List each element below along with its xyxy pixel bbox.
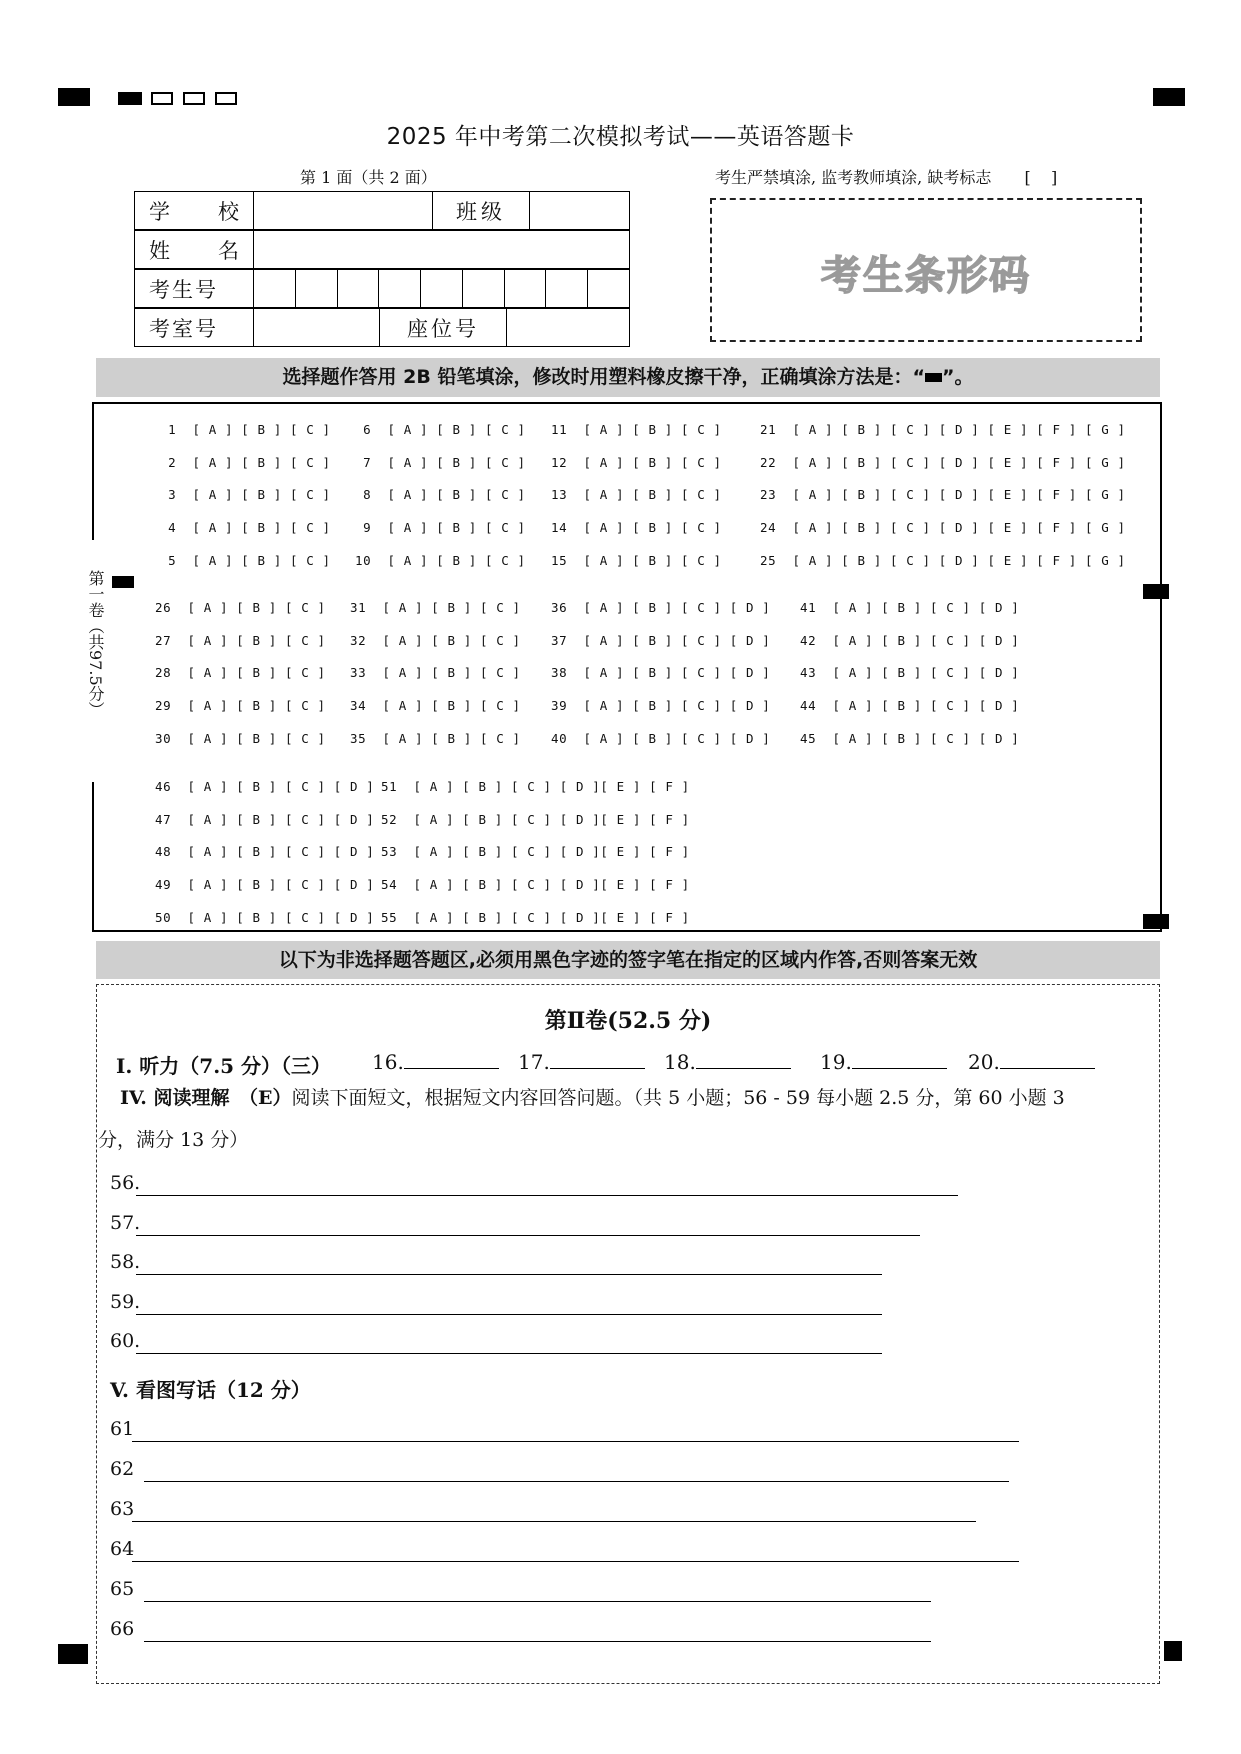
answer-line[interactable] xyxy=(550,1068,645,1069)
reading-answer-line[interactable] xyxy=(136,1353,882,1354)
mc-question-34[interactable]: 34 [ A ] [ B ] [ C ] xyxy=(350,698,521,714)
listening-number: 19. xyxy=(820,1050,852,1074)
reading-number: 59. xyxy=(110,1290,141,1313)
part2-title: 第Ⅱ卷(52.5 分) xyxy=(544,1008,712,1034)
listening-number: 17. xyxy=(518,1050,550,1074)
exam-no-label: 考生号 xyxy=(135,270,254,308)
mc-question-32[interactable]: 32 [ A ] [ B ] [ C ] xyxy=(350,632,521,648)
exam-no-row xyxy=(134,269,630,308)
reading-answer-line[interactable] xyxy=(136,1235,920,1236)
name-row xyxy=(134,230,630,269)
room-field[interactable] xyxy=(254,309,380,347)
exam-no-digit[interactable] xyxy=(379,270,421,308)
listening-label: Ⅰ. 听力（7.5 分）（三） xyxy=(116,1054,332,1078)
mc-question-45[interactable]: 45 [ A ] [ B ] [ C ] [ D ] xyxy=(800,730,1020,746)
room-seat-row xyxy=(134,308,630,347)
listening-number: 18. xyxy=(664,1050,696,1074)
listening-answer-16[interactable] xyxy=(372,1050,499,1074)
part2-banner: 以下为非选择题答题区,必须用黑色字迹的签字笔在指定的区域内作答,否则答案无效 xyxy=(96,941,1160,979)
absent-notice xyxy=(715,165,1057,188)
writing-answer-line[interactable] xyxy=(132,1441,1019,1442)
corner-mark-top-left xyxy=(58,88,90,106)
mc-question-46[interactable]: 46 [ A ] [ B ] [ C ] [ D ] xyxy=(155,779,375,794)
mc-instruction-tail: ”。 xyxy=(941,366,974,388)
exam-no-digit[interactable] xyxy=(546,270,588,308)
writing-answer-line[interactable] xyxy=(132,1521,976,1522)
writing-answer-line[interactable] xyxy=(144,1641,931,1642)
side-label-wrap xyxy=(84,570,106,718)
reading-number: 58. xyxy=(110,1251,141,1273)
exam-no-digit[interactable] xyxy=(421,270,463,308)
mc-question-40[interactable]: 40 [ A ] [ B ] [ C ] [ D ] xyxy=(551,730,771,746)
mc-question-3[interactable]: 3 [ A ] [ B ] [ C ] xyxy=(160,487,331,503)
mc-question-47[interactable]: 47 [ A ] [ B ] [ C ] [ D ] xyxy=(155,811,375,827)
answer-line[interactable] xyxy=(696,1068,791,1069)
mc-question-12[interactable]: 12 [ A ] [ B ] [ C ] xyxy=(551,454,722,470)
reading-answer-line[interactable] xyxy=(136,1195,958,1196)
reading-desc: 阅读下面短文，根据短文内容回答问题。（共 5 小题；56 - 59 每小题 2.5 分，第 60 小题 3 xyxy=(291,1087,1065,1109)
mc-question-41[interactable]: 41 [ A ] [ B ] [ C ] [ D ] xyxy=(800,600,1020,615)
page-title: 2025 年中考第二次模拟考试——英语答题卡 xyxy=(386,124,855,150)
reading-answer-line[interactable] xyxy=(136,1314,882,1315)
side-mark-left xyxy=(112,576,134,588)
mc-question-54[interactable]: 54 [ A ] [ B ] [ C ] [ D ][ E ] [ F ] xyxy=(381,877,690,893)
listening-number: 16. xyxy=(372,1050,404,1074)
writing-answer-line[interactable] xyxy=(132,1561,1019,1562)
mc-question-43[interactable]: 43 [ A ] [ B ] [ C ] [ D ] xyxy=(800,665,1020,681)
exam-no-digit[interactable] xyxy=(254,270,296,308)
mc-question-51[interactable]: 51 [ A ] [ B ] [ C ] [ D ][ E ] [ F ] xyxy=(381,779,690,794)
mc-question-26[interactable]: 26 [ A ] [ B ] [ C ] xyxy=(155,600,326,615)
mc-question-8[interactable]: 8 [ A ] [ B ] [ C ] xyxy=(355,487,526,503)
answer-line[interactable] xyxy=(852,1068,947,1069)
mc-question-2[interactable]: 2 [ A ] [ B ] [ C ] xyxy=(160,454,331,470)
mc-instruction-banner xyxy=(96,358,1160,397)
reading-desc-2: 分，满分 13 分） xyxy=(98,1129,249,1151)
listening-number: 20. xyxy=(968,1050,1000,1074)
mc-question-23[interactable]: 23 [ A ] [ B ] [ C ] [ D ] [ E ] [ F ] [ G ] xyxy=(760,487,1126,503)
class-field[interactable] xyxy=(530,192,630,230)
seat-label: 座位号 xyxy=(380,309,507,347)
mc-question-21[interactable]: 21 [ A ] [ B ] [ C ] [ D ] [ E ] [ F ] [ G ] xyxy=(760,422,1126,437)
mc-question-35[interactable]: 35 [ A ] [ B ] [ C ] xyxy=(350,730,521,746)
fill-example-mark xyxy=(925,373,942,382)
mc-question-50[interactable]: 50 [ A ] [ B ] [ C ] [ D ] xyxy=(155,909,375,925)
mc-question-24[interactable]: 24 [ A ] [ B ] [ C ] [ D ] [ E ] [ F ] [ G ] xyxy=(760,520,1126,536)
reading-number: 60. xyxy=(110,1330,141,1352)
mc-question-15[interactable]: 15 [ A ] [ B ] [ C ] xyxy=(551,552,722,568)
reading-row xyxy=(120,1083,1160,1110)
mc-question-13[interactable]: 13 [ A ] [ B ] [ C ] xyxy=(551,487,722,503)
listening-answer-18[interactable] xyxy=(664,1050,791,1074)
mc-question-38[interactable]: 38 [ A ] [ B ] [ C ] [ D ] xyxy=(551,665,771,681)
mc-question-53[interactable]: 53 [ A ] [ B ] [ C ] [ D ][ E ] [ F ] xyxy=(381,844,690,860)
class-label: 班级 xyxy=(433,192,530,230)
exam-no-digit[interactable] xyxy=(588,270,630,308)
mc-question-7[interactable]: 7 [ A ] [ B ] [ C ] xyxy=(355,454,526,470)
page-mark-empty xyxy=(215,92,237,105)
corner-mark-bottom-left xyxy=(58,1644,88,1664)
mc-instruction: 选择题作答用 2B 铅笔填涂，修改时用塑料橡皮擦干净，正确填涂方法是：“ xyxy=(282,366,925,388)
writing-answer-line[interactable] xyxy=(144,1481,1009,1482)
page-mark-empty xyxy=(183,92,205,105)
writing-number: 61 xyxy=(110,1418,135,1440)
mc-question-39[interactable]: 39 [ A ] [ B ] [ C ] [ D ] xyxy=(551,698,771,714)
volume-side-label: 第一卷（共97.5分） xyxy=(86,570,105,718)
reading-number: 56. xyxy=(110,1172,141,1194)
name-field[interactable] xyxy=(254,231,630,269)
mc-question-4[interactable]: 4 [ A ] [ B ] [ C ] xyxy=(160,520,331,536)
exam-no-digit[interactable] xyxy=(295,270,337,308)
writing-number: 62 xyxy=(110,1458,135,1480)
barcode-label: 考生条形码 xyxy=(821,253,1031,299)
mc-question-36[interactable]: 36 [ A ] [ B ] [ C ] [ D ] xyxy=(551,600,771,615)
writing-number: 63 xyxy=(110,1498,135,1520)
exam-no-digit[interactable] xyxy=(337,270,379,308)
absent-notice-text: 考生严禁填涂, 监考教师填涂, 缺考标志 xyxy=(715,168,992,187)
school-label: 学 校 xyxy=(135,192,254,230)
mc-question-29[interactable]: 29 [ A ] [ B ] [ C ] xyxy=(155,698,326,714)
exam-no-digit[interactable] xyxy=(504,270,546,308)
writing-number: 64 xyxy=(110,1538,135,1560)
mc-question-1[interactable]: 1 [ A ] [ B ] [ C ] xyxy=(160,422,331,437)
answer-line[interactable] xyxy=(404,1068,499,1069)
corner-mark-top-right xyxy=(1153,88,1185,106)
page-mark-empty xyxy=(151,92,173,105)
listening-answer-17[interactable] xyxy=(518,1050,645,1074)
mc-question-28[interactable]: 28 [ A ] [ B ] [ C ] xyxy=(155,665,326,681)
student-info-table xyxy=(134,191,630,230)
reading-number: 57. xyxy=(110,1211,141,1234)
mc-question-33[interactable]: 33 [ A ] [ B ] [ C ] xyxy=(350,665,521,681)
mc-question-49[interactable]: 49 [ A ] [ B ] [ C ] [ D ] xyxy=(155,877,375,893)
mc-question-14[interactable]: 14 [ A ] [ B ] [ C ] xyxy=(551,520,722,536)
reading-label: IV. 阅读理解 （E） xyxy=(120,1087,292,1109)
listening-answer-20[interactable] xyxy=(968,1050,1095,1074)
absent-checkbox[interactable]: [ ] xyxy=(1024,168,1058,187)
mc-question-31[interactable]: 31 [ A ] [ B ] [ C ] xyxy=(350,600,521,615)
reading-answer-line[interactable] xyxy=(136,1274,882,1275)
listening-answer-19[interactable] xyxy=(820,1050,947,1074)
mc-question-37[interactable]: 37 [ A ] [ B ] [ C ] [ D ] xyxy=(551,632,771,648)
writing-answer-line[interactable] xyxy=(144,1601,931,1602)
name-label: 姓 名 xyxy=(135,231,254,269)
mc-question-5[interactable]: 5 [ A ] [ B ] [ C ] xyxy=(160,552,331,568)
page-mark-filled xyxy=(118,92,142,105)
exam-no-digit[interactable] xyxy=(462,270,504,308)
writing-number: 65 xyxy=(110,1578,135,1600)
mc-question-55[interactable]: 55 [ A ] [ B ] [ C ] [ D ][ E ] [ F ] xyxy=(381,909,690,925)
mc-question-9[interactable]: 9 [ A ] [ B ] [ C ] xyxy=(355,520,526,536)
mc-question-30[interactable]: 30 [ A ] [ B ] [ C ] xyxy=(155,730,326,746)
mc-question-52[interactable]: 52 [ A ] [ B ] [ C ] [ D ][ E ] [ F ] xyxy=(381,811,690,827)
mc-question-27[interactable]: 27 [ A ] [ B ] [ C ] xyxy=(155,632,326,648)
corner-mark-bottom-right xyxy=(1164,1641,1182,1661)
seat-field[interactable] xyxy=(507,309,630,347)
writing-number: 66 xyxy=(110,1618,135,1640)
writing-label: V. 看图写话（12 分） xyxy=(110,1378,311,1402)
mc-question-48[interactable]: 48 [ A ] [ B ] [ C ] [ D ] xyxy=(155,844,375,860)
mc-question-22[interactable]: 22 [ A ] [ B ] [ C ] [ D ] [ E ] [ F ] [ G ] xyxy=(760,454,1126,470)
school-field[interactable] xyxy=(254,192,433,230)
mc-question-42[interactable]: 42 [ A ] [ B ] [ C ] [ D ] xyxy=(800,632,1020,648)
mc-question-25[interactable]: 25 [ A ] [ B ] [ C ] [ D ] [ E ] [ F ] [ G ] xyxy=(760,552,1126,568)
mc-question-6[interactable]: 6 [ A ] [ B ] [ C ] xyxy=(355,422,526,437)
answer-line[interactable] xyxy=(1000,1068,1095,1069)
page-indicator: 第 1 面（共 2 面） xyxy=(300,168,437,187)
mc-question-10[interactable]: 10 [ A ] [ B ] [ C ] xyxy=(355,552,526,568)
mc-question-11[interactable]: 11 [ A ] [ B ] [ C ] xyxy=(551,422,722,437)
mc-question-44[interactable]: 44 [ A ] [ B ] [ C ] [ D ] xyxy=(800,698,1020,714)
room-label: 考室号 xyxy=(135,309,254,347)
